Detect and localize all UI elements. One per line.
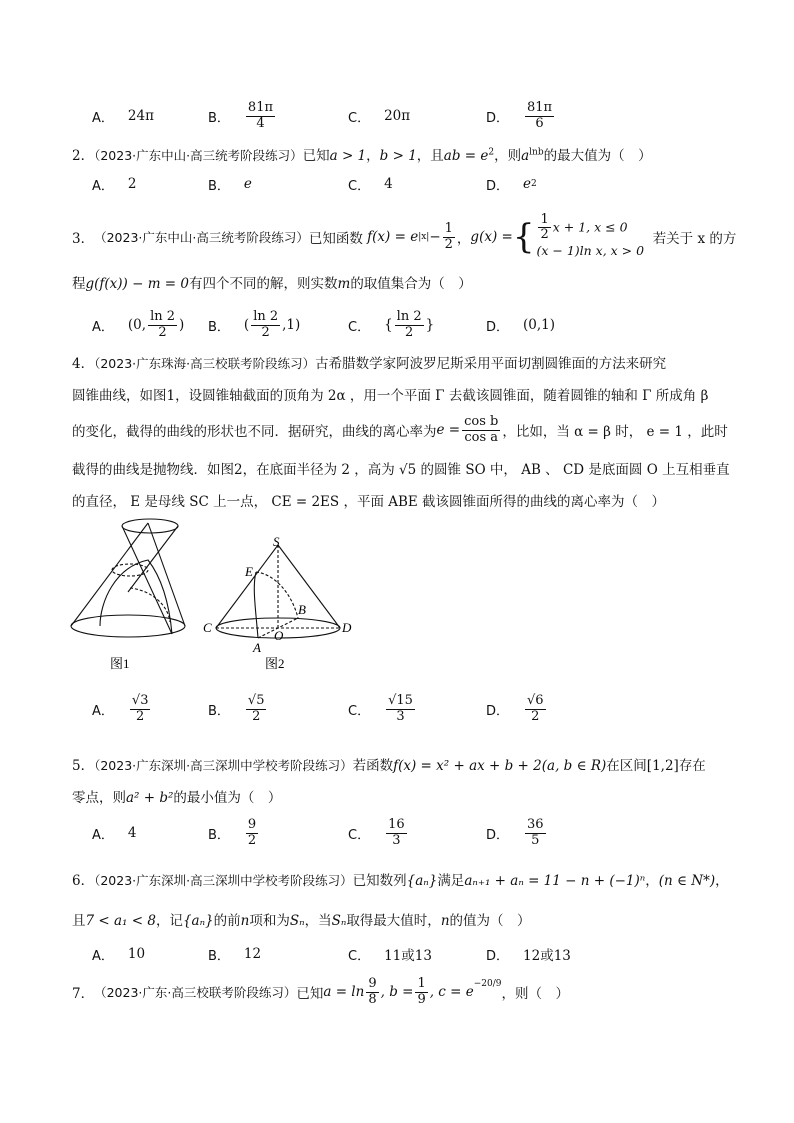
- piecewise-brace: {: [512, 217, 535, 257]
- q1-option-b[interactable]: B． $\frac{81\pi}{4}$: [208, 100, 274, 131]
- fraction: $\frac{√5}{2}$: [247, 693, 265, 724]
- q4-option-d[interactable]: D． $\frac{√6}{2}$: [486, 693, 544, 724]
- q3-option-a[interactable]: A． (0, $\frac{\ln 2}{2}$ ): [92, 309, 185, 340]
- point-a: A: [253, 640, 261, 655]
- q4-option-a[interactable]: A． $\frac{√3}{2}$: [92, 693, 149, 724]
- q4-option-c[interactable]: C． $\frac{√15}{3}$: [348, 693, 413, 724]
- q4-stem-5: 的直径， E 是母线 SC 上一点， CE = 2ES ，平面 ABE 截该圆锥面所得的曲线的离心率为（ ）: [72, 494, 666, 510]
- case-1: $\frac{1}{2}$ x + 1, x ≤ 0: [540, 211, 628, 243]
- q3-stem: 3． （2023·广东中山·高三统考阶段练习） 已知函数 f(x) = e |x| − $\frac{1}{2}$ ， g(x) = { $\frac{1}{2}$ x + 1, x ≤ 0 (x − 1)ln x, x > 0 若关于 x 的方: [72, 212, 734, 262]
- point-o: O: [274, 628, 284, 643]
- point-d: D: [342, 620, 352, 635]
- fraction: $\frac{\ln 2}{2}$: [253, 309, 279, 340]
- q5-option-d[interactable]: D． $\frac{36}{5}$: [486, 817, 544, 848]
- q3-option-d[interactable]: D． (0,1): [486, 317, 556, 335]
- fraction: $\frac{\ln 2}{2}$: [396, 309, 422, 340]
- q3-option-b[interactable]: B． ( $\frac{\ln 2}{2}$ ,1): [208, 309, 301, 340]
- q2-option-c[interactable]: C． 4: [348, 176, 393, 194]
- q4-option-b[interactable]: B． $\frac{√5}{2}$: [208, 693, 265, 724]
- q3-options: [92, 309, 732, 341]
- point-e: E: [245, 564, 253, 579]
- q2-options: [92, 168, 732, 200]
- q5-option-a[interactable]: A． 4: [92, 825, 137, 843]
- q5-stem-2: 零点，则a² + b²的最小值为（ ）: [72, 790, 282, 806]
- q2-option-b[interactable]: B． e: [208, 176, 252, 194]
- q6-option-a[interactable]: A． 10: [92, 946, 146, 964]
- q2-option-a[interactable]: A． 2: [92, 176, 137, 194]
- fraction: $\frac{√6}{2}$: [527, 693, 544, 724]
- fraction: $\frac{√15}{3}$: [388, 693, 413, 724]
- q1-options: [92, 100, 732, 132]
- figure-2-label: 图2: [265, 656, 285, 671]
- piecewise-cases: [536, 213, 644, 261]
- point-b: B: [298, 602, 306, 617]
- point-c: C: [203, 620, 212, 635]
- q1-option-c[interactable]: C． 20π: [348, 108, 411, 126]
- q5-option-b[interactable]: B． $\frac{9}{2}$: [208, 817, 257, 848]
- q6-option-c[interactable]: C． 11或13: [348, 948, 432, 964]
- point-s: S: [273, 534, 280, 549]
- q5-stem-1: 5．（2023·广东深圳·高三深圳中学校考阶段练习）若函数f(x) = x² + ax + b + 2(a, b ∈ R)在区间[1,2]存在: [72, 758, 706, 774]
- case-2: (x − 1)ln x, x > 0: [536, 243, 645, 259]
- fraction: $\frac{81\pi}{6}$: [527, 100, 553, 131]
- q6-stem-2: 且7 < a₁ < 8，记{aₙ}的前n项和为Sₙ，当Sₙ取得最大值时，n的值为（ ）: [72, 913, 531, 929]
- q5-options: [92, 817, 732, 849]
- fraction: $\frac{\ln 2}{2}$: [150, 309, 175, 340]
- q7-stem: 7． （2023·广东·高三校联考阶段练习） 已知 a = ln $\frac{9}{8}$ , b = $\frac{1}{9}$ , c = e −20/9 ，则（ ）: [72, 976, 570, 1007]
- q6-option-d[interactable]: D． 12或13: [486, 948, 571, 964]
- q4-stem-4: 截得的曲线是抛物线．如图2，在底面半径为 2 ，高为 √5 的圆锥 SO 中， AB 、 CD 是底面圆 O 上互相垂直: [72, 462, 730, 478]
- fraction: $\frac{16}{3}$: [388, 817, 405, 848]
- q1-option-d[interactable]: D． $\frac{81\pi}{6}$: [486, 100, 553, 131]
- q2-option-d[interactable]: D． e 2: [486, 176, 537, 194]
- q6-stem-1: 6．（2023·广东深圳·高三深圳中学校考阶段练习）已知数列{aₙ}满足aₙ₊₁ + aₙ = 11 − n + (−1)ⁿ，(n ∈ N*)，: [72, 873, 729, 889]
- figure-1: [71, 519, 185, 637]
- q4-stem-1: 4．（2023·广东珠海·高三校联考阶段练习）古希腊数学家阿波罗尼斯采用平面切割圆锥面的方法来研究: [72, 356, 667, 372]
- q6-option-b[interactable]: B． 12: [208, 946, 262, 964]
- q3-option-c[interactable]: C． { $\frac{\ln 2}{2}$ }: [348, 309, 435, 340]
- fraction: $\frac{\text{cos b}}{\text{cos a}}$: [464, 414, 499, 445]
- q4-stem-2: 圆锥曲线，如图1，设圆锥轴截面的顶角为 2α ，用一个平面 Γ 去截该圆锥面，随着圆锥的轴和 Γ 所成角 β: [72, 388, 709, 404]
- q6-options: [92, 938, 732, 970]
- q4-options: [92, 693, 732, 725]
- fraction: $\frac{9}{8}$: [368, 976, 377, 1007]
- fraction: $\frac{9}{2}$: [247, 817, 257, 848]
- q3-stem-2: 程g(f(x)) − m = 0有四个不同的解，则实数m的取值集合为（ ）: [72, 276, 472, 292]
- fraction: $\frac{√3}{2}$: [131, 693, 149, 724]
- figure-2: [216, 545, 340, 638]
- fraction: $\frac{1}{2}$: [444, 221, 453, 252]
- q4-stem-3: 的变化，截得的曲线的形状也不同．据研究，曲线的离心率为 e = $\frac{\text{cos b}}{\text{cos a}}$ ，比如，当 α = β 时， e = 1 ，此时: [72, 414, 728, 445]
- figure-1-label: 图1: [110, 656, 130, 671]
- fraction: $\frac{81\pi}{4}$: [247, 100, 274, 131]
- q5-option-c[interactable]: C． $\frac{16}{3}$: [348, 817, 405, 848]
- fraction: $\frac{36}{5}$: [527, 817, 544, 848]
- q2-stem: 2．（2023·广东中山·高三统考阶段练习）已知a > 1，b > 1，且ab = $e^2$，则$a^{lnb}$的最大值为（ ）: [72, 147, 652, 164]
- q1-option-a[interactable]: A． 24π: [92, 108, 154, 126]
- q4-figures: [60, 512, 380, 680]
- fraction: $\frac{1}{9}$: [417, 976, 426, 1007]
